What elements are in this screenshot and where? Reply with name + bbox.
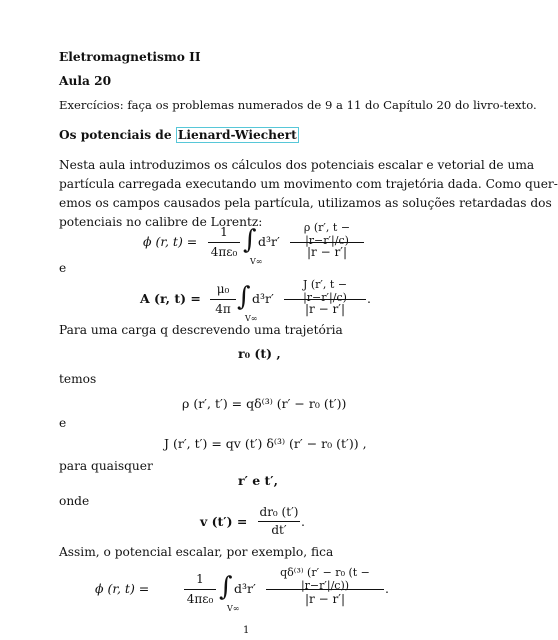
eq4-charge-density: ρ (r′, t′) = qδ⁽³⁾ (r′ − r₀ (t′)) [182,396,347,411]
paragraph-line-1: Nesta aula introduzimos os cálculos dos potenciais escalar e vetorial de uma [59,158,535,172]
eq6-variables: r′ e t′, [238,473,278,488]
eq1-coef-num: 1 [220,225,228,239]
para-quaisquer: para quaisquer [59,459,153,473]
eq1-integral-sign: ∫ [243,225,257,255]
eq2-coef-den: 4π [215,302,231,316]
eq7-lhs: v (t′) = [200,514,248,529]
eq1-domain: V∞ [250,257,263,266]
eq8-lhs: ϕ (r, t) = [95,581,150,596]
eq5-current-density: J (r′, t′) = qv (t′) δ⁽³⁾ (r′ − r₀ (t′)) , [164,436,367,451]
onde-line: onde [59,494,90,508]
eq8-integral-sign: ∫ [219,572,233,602]
eq2-integral-sign: ∫ [237,282,251,312]
eq1-coef-bar [208,242,240,243]
eq7-bar [258,521,300,522]
paragraph-line-3: emos os campos causados pela partícula, utilizamos as soluções retardadas dos [59,196,552,210]
eq7-den: dt′ [271,523,287,537]
eq8-coef-bar [184,589,216,590]
eq2-measure: d³r′ [252,291,274,306]
eq1-lhs: ϕ (r, t) = [143,234,198,249]
paragraph-line-4: potenciais no calibre de Lorentz: [59,215,263,229]
eq8-num: qδ⁽³⁾ (r′ − r₀ (t − |r−r′|/c)) [280,566,370,592]
eq2-coef-bar [210,299,236,300]
eq2-period: . [367,291,371,306]
eq2-bar [284,299,366,300]
eq3-trajectory: r₀ (t) , [238,346,281,361]
eq8-period: . [385,581,389,596]
exercises-line: Exercícios: faça os problemas numerados de 9 a 11 do Capítulo 20 do livro-texto. [59,98,537,112]
eq2-domain: V∞ [245,314,258,323]
temos-line: temos [59,372,97,386]
eq8-coef-den: 4πε₀ [186,592,214,606]
eq2-num: J (r′, t − |r−r′|/c) [302,278,348,304]
eq8-den: |r − r′| [305,592,345,606]
eq7-period: . [301,514,305,529]
eq1-measure: d³r′ [258,234,280,249]
lecture-title: Aula 20 [59,74,112,88]
eq8-bar [266,589,384,590]
eq8-domain: V∞ [227,604,240,613]
and-1: e [59,261,67,275]
eq2-coef-num: μ₀ [216,282,230,296]
eq1-den: |r − r′| [307,245,347,259]
section-title [59,128,299,142]
eq8-measure: d³r′ [234,581,256,596]
eq7-num: dr₀ (t′) [259,505,299,519]
charge-line: Para uma carga q descrevendo uma trajetória [59,323,343,337]
eq1-num: ρ (r′, t − |r−r′|/c) [303,221,351,247]
eq1-coef-den: 4πε₀ [210,245,238,259]
assim-line: Assim, o potencial escalar, por exemplo, fica [59,545,334,559]
eq1-bar [290,242,364,243]
eq2-den: |r − r′| [305,302,345,316]
page-number: 1 [243,625,250,636]
paragraph-line-2: partícula carregada executando um movimento com trajetória dada. Como quer- [59,177,558,191]
section-title-prefix: Os potenciais de [59,128,176,142]
section-title-link[interactable]: Lienard-Wiechert [177,128,297,142]
eq2-lhs: A (r, t) = [140,291,201,306]
and-2: e [59,416,67,430]
eq8-coef-num: 1 [196,572,204,586]
course-title: Eletromagnetismo II [59,50,201,64]
